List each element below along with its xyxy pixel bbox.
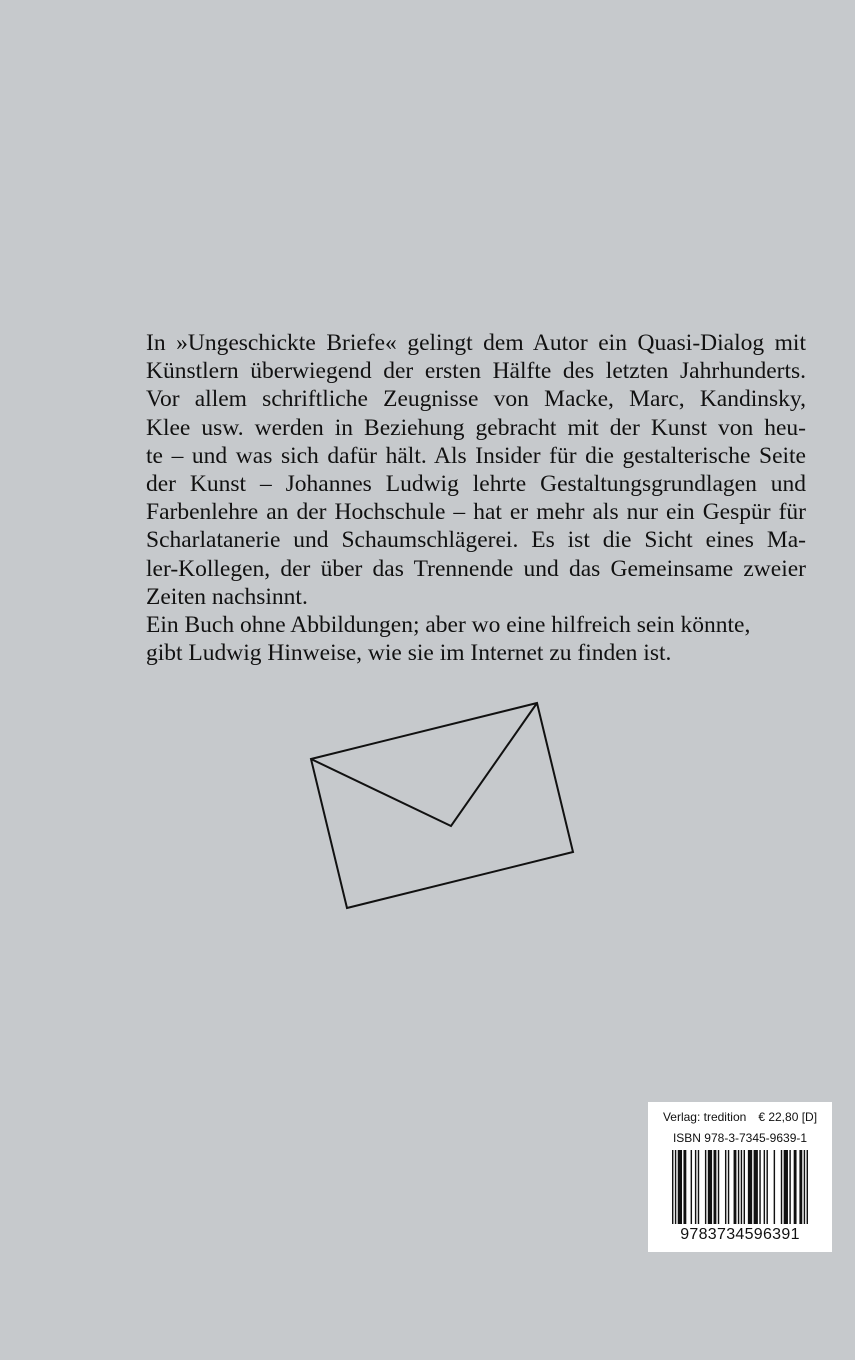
barcode-bar	[789, 1150, 790, 1224]
barcode-bar	[748, 1150, 752, 1224]
blurb-line: Scharlatanerie und Schaumschlägerei. Es ist die Sicht eines Ma-	[146, 527, 806, 554]
barcode-bar	[784, 1150, 788, 1224]
barcode-digits: 9783734596391	[680, 1226, 800, 1243]
barcode-bar	[672, 1150, 673, 1224]
blurb-line: gibt Ludwig Hinweise, wie sie im Internet zu finden ist.	[146, 640, 672, 667]
barcode-bars	[672, 1150, 808, 1224]
blurb-line: Klee usw. werden in Beziehung gebracht mit der Kunst von heu-	[146, 414, 806, 441]
barcode-bar	[675, 1150, 676, 1224]
price-text: € 22,80 [D]	[758, 1110, 818, 1124]
barcode-bar	[725, 1150, 726, 1224]
barcode-bar	[807, 1150, 808, 1224]
blurb-line: Ein Buch ohne Abbildungen; aber wo eine hilfreich sein könnte,	[146, 612, 751, 639]
barcode-bar	[738, 1150, 739, 1224]
barcode-bar	[718, 1150, 719, 1224]
barcode-bar	[741, 1150, 742, 1224]
blurb-line: ler-Kollegen, der über das Trennende und das Gemeinsame zweier	[146, 555, 806, 582]
blurb-line: Künstlern überwiegend der ersten Hälfte des letzten Jahrhunderts.	[146, 358, 806, 385]
barcode-bar	[734, 1150, 737, 1224]
publisher-price-row	[648, 1110, 832, 1124]
barcode-bar	[695, 1150, 696, 1224]
barcode-bar	[764, 1150, 765, 1224]
blurb-line: Vor allem schriftliche Zeugnisse von Macke, Marc, Kandinsky,	[146, 386, 806, 413]
envelope-icon	[305, 697, 580, 913]
barcode-label	[648, 1102, 832, 1252]
barcode-bar	[774, 1150, 775, 1224]
envelope-flap	[311, 703, 537, 826]
barcode-bar	[781, 1150, 782, 1224]
publisher-text: Verlag: tredition	[662, 1110, 747, 1124]
barcode-bar	[678, 1150, 682, 1224]
barcode-bar	[683, 1150, 686, 1224]
barcode-bar	[799, 1150, 802, 1224]
barcode-bar	[708, 1150, 712, 1224]
barcode-bar	[744, 1150, 745, 1224]
barcode-bar	[794, 1150, 797, 1224]
isbn-text: ISBN 978-3-7345-9639-1	[672, 1131, 808, 1145]
barcode-bar	[698, 1150, 699, 1224]
barcode-bar	[804, 1150, 805, 1224]
barcode-bar	[714, 1150, 717, 1224]
blurb-line: Zeiten nachsinnt.	[146, 583, 308, 610]
back-cover-blurb	[146, 329, 806, 667]
envelope-outline	[311, 703, 573, 908]
barcode-bar	[728, 1150, 729, 1224]
barcode-bar	[705, 1150, 706, 1224]
blurb-line: der Kunst – Johannes Ludwig lehrte Gestaltungsgrundlagen und	[146, 471, 806, 498]
barcode-bar	[759, 1150, 760, 1224]
barcode-bar	[766, 1150, 767, 1224]
barcode-bar	[691, 1150, 692, 1224]
blurb-line: te – und was sich dafür hält. Als Insider für die gestalterische Seite	[146, 442, 806, 469]
blurb-line: Farbenlehre an der Hochschule – hat er mehr als nur ein Gespür für	[146, 499, 806, 526]
blurb-line: In »Ungeschickte Briefe« gelingt dem Autor ein Quasi-Dialog mit	[146, 330, 806, 356]
barcode-bar	[754, 1150, 758, 1224]
